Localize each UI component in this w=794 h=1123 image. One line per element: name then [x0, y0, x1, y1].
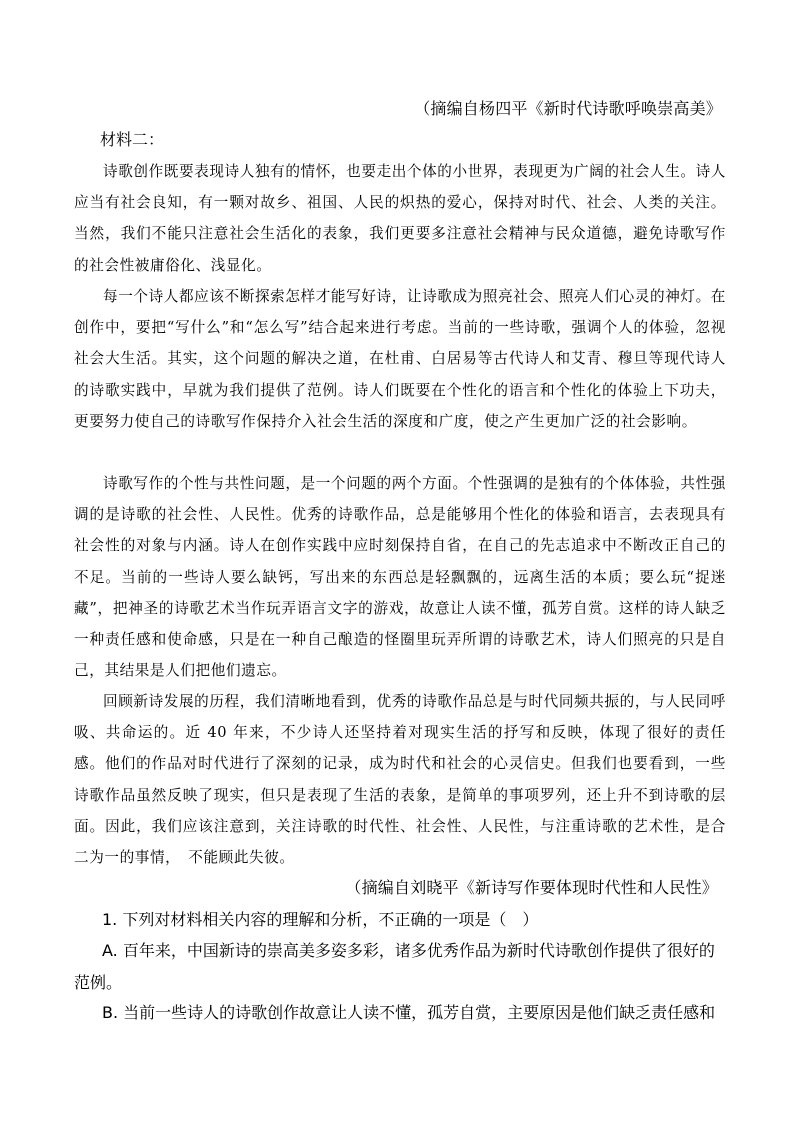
paragraph-2: 每一个诗人都应该不断探索怎样才能写好诗，让诗歌成为照亮社会、照亮人们心灵的神灯。在创作中，要把“写什么”和“怎么写”结合起来进行考虑。当前的一些诗歌，强调个人的体验，忽视社会大生活。其实，这个问题的解决之道，在杜甫、白居易等古代诗人和艾青、穆旦等现代诗人的诗歌实践中，早就为我们提供了范例。诗人们既要在个性化的语言和个性化的体验上下功夫，更要努力使自己的诗歌写作保持介入社会生活的深度和广度，使之产生更加广泛的社会影响。: [74, 288, 726, 430]
option-b[interactable]: [102, 997, 726, 1029]
source-citation-1: （摘编自杨四平《新时代诗歌呼唤崇高美》: [414, 99, 722, 118]
option-a-line-2: 范例。: [74, 972, 123, 992]
paragraph-4: 回顾新诗发展的历程，我们清晰地看到，优秀的诗歌作品总是与时代同频共振的，与人民同呼吸、共命运的。近 40 年来，不少诗人还坚持着对现实生活的抒写和反映，体现了很好的责任感。他们的作品对时代进行了深刻的记录，成为时代和社会的心灵信史。但我们也要看到，一些诗歌作品虽然反映了现实，但只是表现了生活的表象，是简单的事项罗列，还上升不到诗歌的层面。因此，我们应该注意到，关注诗歌的时代性、社会性、人民性，与注重诗歌的艺术性，是合二为一的事情， 不能顾此失彼。: [74, 693, 726, 867]
option-b-line-1: B. 当前一些诗人的诗歌创作故意让人读不懂，孤芳自赏，主要原因是他们缺乏责任感和: [102, 1003, 716, 1022]
question-stem: 1. 下列对材料相关内容的理解和分析，不正确的一项是（ ）: [102, 910, 539, 929]
source-citation-2: （摘编自刘晓平《新诗写作要体现时代性和人民性》: [345, 878, 718, 897]
option-a-line-1: A. 百年来，中国新诗的崇高美多姿多彩，诸多优秀作品为新时代诗歌创作提供了很好的: [102, 941, 715, 960]
paragraph-1: 诗歌创作既要表现诗人独有的情怀，也要走出个体的小世界，表现更为广阔的社会人生。诗人应当有社会良知，有一颗对故乡、祖国、人民的炽热的爱心，保持对时代、社会、人类的关注。当然，我们不能只注意社会生活化的表象，我们更要多注意社会精神与民众道德，避免诗歌写作的社会性被庸俗化、浅显化。: [74, 163, 726, 274]
material-heading: 材料二：: [100, 130, 165, 149]
option-a[interactable]: [74, 935, 726, 998]
paragraph-3: 诗歌写作的个性与共性问题，是一个问题的两个方面。个性强调的是独有的个体体验，共性强调的是诗歌的社会性、人民性。优秀的诗歌作品，总是能够用个性化的体验和语言，去表现具有社会性的对象与内涵。诗人在创作实践中应时刻保持自省，在自己的先志追求中不断改正自己的不足。当前的一些诗人要么缺钙，写出来的东西总是轻飘飘的，远离生活的本质；要么玩“捉迷藏”，把神圣的诗歌艺术当作玩弄语言文字的游戏，故意让人读不懂，孤芳自赏。这样的诗人缺乏一种责任感和使命感，只是在一种自己酿造的怪圈里玩弄所谓的诗歌艺术，诗人们照亮的只是自己，其结果是人们把他们遗忘。: [74, 475, 726, 680]
